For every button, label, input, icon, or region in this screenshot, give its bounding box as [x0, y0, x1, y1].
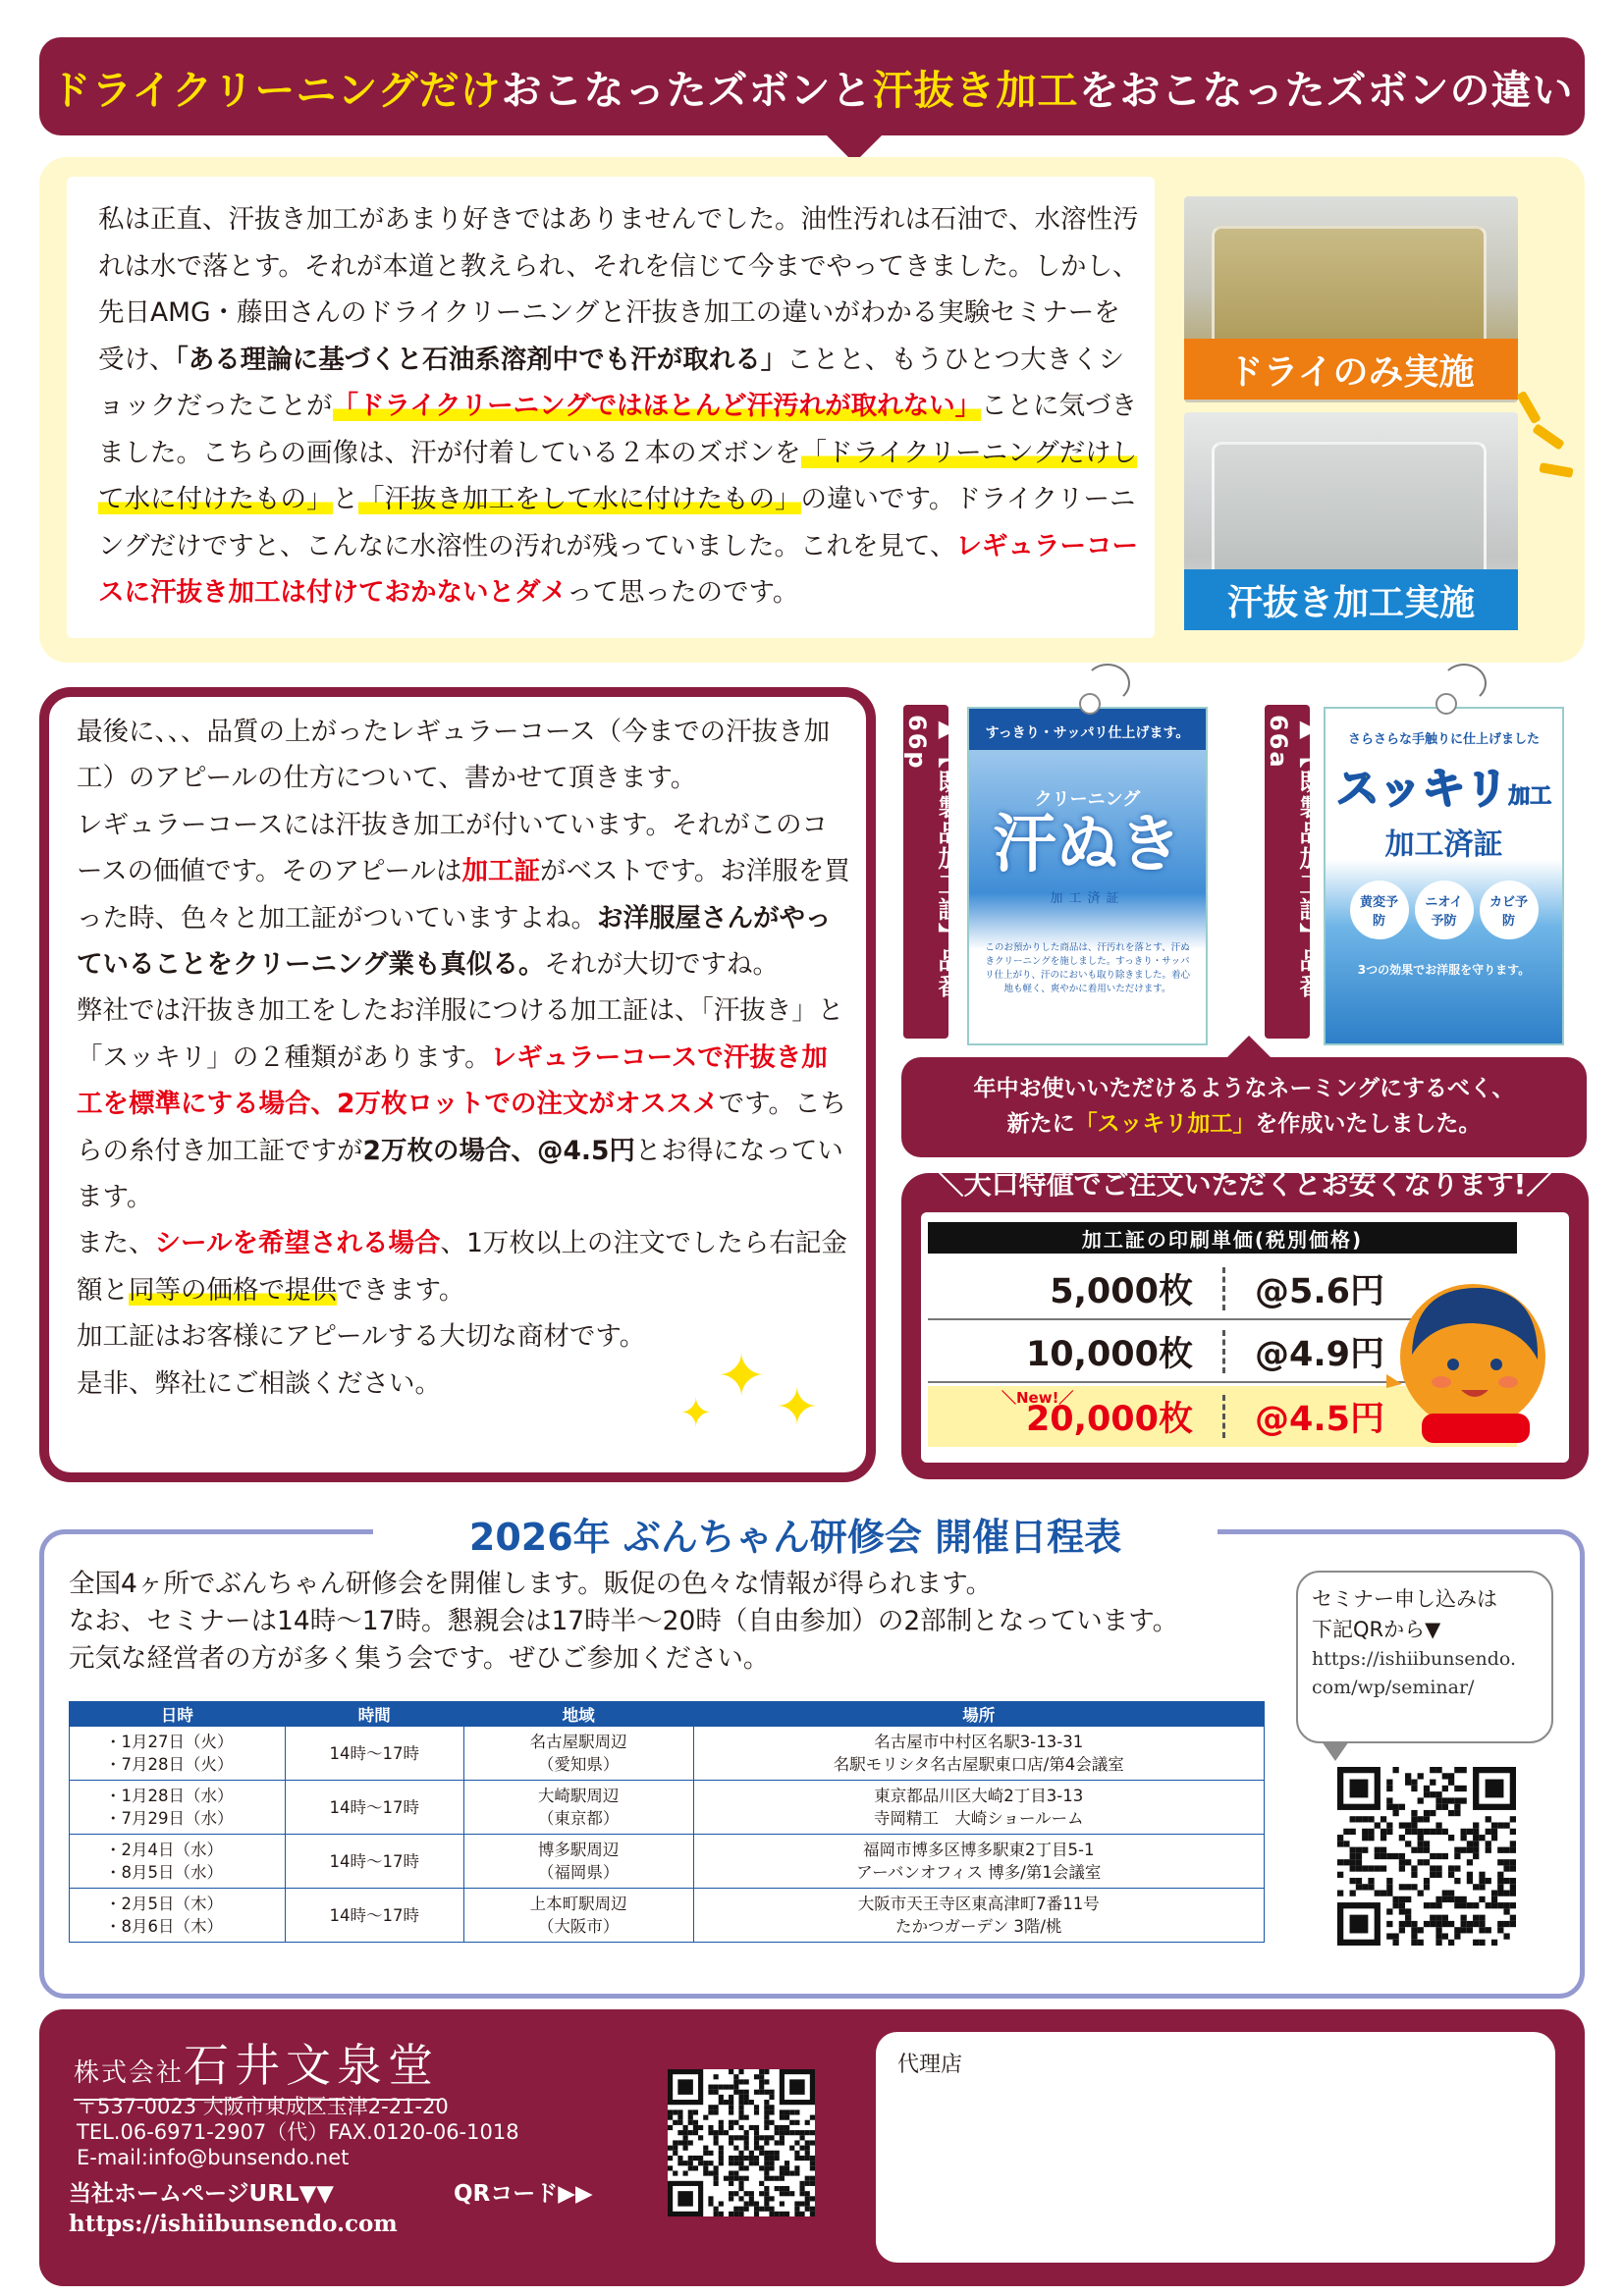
qr-label: QRコード▶▶: [454, 2181, 593, 2207]
appeal-line: 弊社では汗抜き加工をしたお洋服につける加工証は、「汗抜き」と「スッキリ」の２種類があります。レギュラーコースで汗抜き加工を標準にする場合、2万枚ロットでの注文がオススメです。こちらの糸付き加工証ですが2万枚の場合、@4.5円とお得になっています。: [77, 995, 847, 1213]
new-badge: ＼New!／: [1001, 1389, 1074, 1407]
price-heading: ＼大口特値でご注文いただくとお安くなります!／: [936, 1168, 1554, 1201]
seminar-line: 全国4ヶ所でぶんちゃん研修会を開催します。販促の色々な情報が得られます。: [69, 1569, 993, 1599]
seminar-qr-code[interactable]: [1337, 1767, 1516, 1946]
tag1-main: 汗ぬき: [993, 809, 1182, 881]
seminar-intro: [69, 1566, 1247, 1678]
sparkle-icon: ✦: [679, 1391, 713, 1436]
table-row: ・1月28日（水） ・7月29日（水） 14時～17時 大崎駅周辺 （東京都） 東京都品川区大崎2丁目3-13 寺岡精工 大崎ショールーム: [70, 1781, 1265, 1835]
string-icon: [1441, 664, 1487, 703]
tag1-top: すっきり・サッパリ仕上げます。: [969, 709, 1206, 750]
tag1-sweat-card: [967, 707, 1208, 1045]
address-line: 〒537-0023 大阪市東成区玉津2-21-20: [77, 2095, 449, 2118]
appeal-line: 最後に、、、品質の上がったレギュラーコース（今までの汗抜き加工）のアピールの仕方について、書かせて頂きます。: [77, 717, 831, 794]
tag2-side-label: ▶【既製品加工証】品番：66a: [1265, 705, 1310, 1039]
homepage-qr-code[interactable]: [668, 2069, 815, 2216]
string-icon: [1085, 664, 1130, 703]
naming-line: 新たに「スッキリ加工」を作成いたしました。: [1006, 1111, 1482, 1137]
tag1-small: 加工済証: [1050, 891, 1125, 906]
tag2-top: さらさらな手触りに仕上げました: [1347, 732, 1540, 747]
tag2-main-row: [1326, 753, 1562, 816]
seminar-qr-bubble: [1296, 1571, 1553, 1743]
title-banner: [39, 37, 1585, 135]
sparkle-icon: ✦: [776, 1378, 819, 1437]
homepage-label: 当社ホームページURL▼▼: [69, 2181, 334, 2207]
price-row-new: 20,000枚 @4.5円: [928, 1386, 1517, 1447]
tag2-sukkiri-card: [1324, 707, 1564, 1045]
mascot-icon: [1382, 1266, 1559, 1443]
company-logo: 株式会社石井文泉堂: [74, 2030, 439, 2101]
appeal-line: 是非、弊社にご相談ください。: [77, 1367, 441, 1399]
sweat-removal-label: 汗抜き加工実施: [1184, 569, 1518, 630]
appeal-line: レギュラーコースには汗抜き加工が付いています。それがこのコースの価値です。そのアピールは加工証がベストです。お洋服を買った時、色々と加工証がついていますよね。お洋服屋さんがやっていることをクリーニング業も真似る。それが大切ですね。: [77, 809, 850, 981]
agency-label: 代理店: [897, 2053, 963, 2077]
appeal-paragraph: [77, 709, 852, 1411]
tag2-sub: 加工済証: [1384, 828, 1503, 862]
seminar-line: 元気な経営者の方が多く集う会です。ぜひご参加ください。: [69, 1643, 770, 1674]
dry-only-label: ドライのみ実施: [1184, 339, 1518, 400]
tag1-sub: クリーニング: [1034, 789, 1141, 810]
table-row: ・1月27日（火） ・7月28日（火） 14時～17時 名古屋駅周辺 （愛知県） 名古屋市中村区名駅3-13-31 名駅モリシタ名古屋駅東口店/第4会議室: [70, 1727, 1265, 1781]
naming-banner: [901, 1057, 1587, 1157]
tag2-main: スッキリ: [1335, 764, 1509, 814]
company-address: [77, 2094, 519, 2170]
sparkle-icon: ✦: [717, 1342, 767, 1411]
col-header-date: 日時: [70, 1702, 286, 1727]
table-header-row: [70, 1702, 1265, 1727]
tag2-bottom: 3つの効果でお洋服を守ります。: [1357, 963, 1531, 977]
appeal-line: また、シールを希望される場合、1万枚以上の注文でしたら右記金額と同等の価格で提供できます。: [77, 1228, 847, 1306]
seminar-title: 2026年 ぶんちゃん研修会 開催日程表: [373, 1507, 1218, 1556]
intro-paragraph: 私は正直、汗抜き加工があまり好きではありませんでした。油性汚れは石油で、水溶性汚れは水で落とす。それが本道と教えられ、それを信じて今までやってきました。しかし、先日AMG・藤田さんのドライクリーニングと汗抜き加工の違いがわかる実験セミナーを受け、「ある理論に基づくと石油系溶剤中でも汗が取れる」ことと、もうひとつ大きくショックだったことが「ドライクリーニングではほとんど汗汚れが取れない」ことに気づきました。こちらの画像は、汗が付着している２本のズボンを「ドライクリーニングだけして水に付けたもの」と「汗抜き加工をして水に付けたもの」の違いです。ドライクリーニングだけですと、こんなに水溶性の汚れが残っていました。これを見て、レギュラーコースに汗抜き加工は付けておかないとダメって思ったのです。: [98, 204, 1139, 608]
price-table-header: 加工証の印刷単価(税別価格): [928, 1222, 1517, 1254]
tag2-circle: 黄変予防: [1350, 881, 1409, 939]
col-header-region: 地域: [463, 1702, 693, 1727]
seminar-schedule-table: [69, 1701, 1265, 1943]
price-row: 10,000枚 @4.9円: [928, 1322, 1517, 1383]
tag2-circle: カビ予防: [1480, 881, 1539, 939]
tag2-circles: [1326, 881, 1562, 939]
seminar-line: なお、セミナーは14時～17時。懇親会は17時半～20時（自由参加）の2部制となっています。: [69, 1606, 1179, 1636]
price-row: 5,000枚 @5.6円: [928, 1259, 1517, 1320]
homepage-url-link[interactable]: https://ishiibunsendo.com: [69, 2211, 398, 2237]
table-row: ・2月4日（水） ・8月5日（水） 14時～17時 博多駅周辺 （福岡県） 福岡市博多区博多駅東2丁目5-1 アーバンオフィス 博多/第1会議室: [70, 1835, 1265, 1889]
phone-line: TEL.06-6971-2907（代）FAX.0120-06-1018: [77, 2120, 519, 2144]
qr-bubble-text: 下記QRから▼: [1312, 1618, 1441, 1641]
qr-bubble-url: com/wp/seminar/: [1312, 1677, 1475, 1698]
tag2-circle: ニオイ予防: [1415, 881, 1474, 939]
appeal-line: 加工証はお客様にアピールする大切な商材です。: [77, 1321, 646, 1353]
email-line: E-mail:info@bunsendo.net: [77, 2146, 350, 2169]
naming-line: 年中お使いいただけるようなネーミングにするべく、: [973, 1076, 1515, 1101]
col-header-venue: 場所: [693, 1702, 1265, 1727]
agency-box: [876, 2032, 1555, 2263]
table-row: ・2月5日（木） ・8月6日（木） 14時～17時 上本町駅周辺 （大阪市） 大阪市天王寺区東高津町7番11号 たかつガーデン 3階/桃: [70, 1889, 1265, 1943]
qr-bubble-text: セミナー申し込みは: [1312, 1587, 1497, 1611]
tag2-main2: 加工: [1508, 784, 1552, 809]
tag1-side-label: ▶【既製品加工証】品番：66p: [903, 705, 948, 1039]
qr-bubble-url: https://ishiibunsendo.: [1312, 1648, 1517, 1670]
col-header-time: 時間: [285, 1702, 463, 1727]
tag1-desc: このお預かりした商品は、汗汚れを落とす、汗ぬきクリーニングを施しました。すっきり・サッパリ仕上がり、汗のにおいも取り除きました。着心地も軽く、爽やかに着用いただけます。: [984, 942, 1190, 994]
page-title: ドライクリーニングだけおこなったズボンと汗抜き加工をおこなったズボンの違い: [50, 66, 1574, 114]
